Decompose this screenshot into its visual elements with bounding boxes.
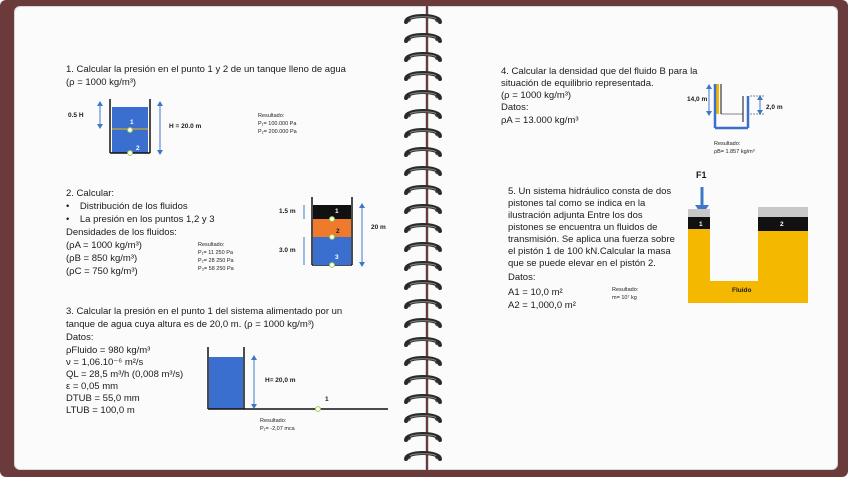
p5-statement-line1: 5. Un sistema hidráulico consta de dos: [508, 186, 672, 197]
p4-label-14m: 14,0 m: [687, 96, 708, 103]
p3-data-5: DTUB = 55,0 mm: [66, 393, 140, 404]
p3-point-1: 1: [325, 396, 329, 403]
p2-point-3: 3: [335, 254, 339, 261]
p1-height-label-left: 0.5 H: [68, 112, 84, 119]
p2-density-a: (ρA = 1000 kg/m³): [66, 240, 142, 251]
p1-result-2: P₂= 200.000 Pa: [258, 129, 297, 135]
p2-point-1: 1: [335, 208, 339, 215]
spiral-ring: [405, 54, 441, 61]
p2-result-3: P₃= 58 250 Pa: [198, 266, 234, 272]
spiral-ring: [405, 16, 441, 23]
p2-title: 2. Calcular:: [66, 188, 115, 199]
spiral-ring: [405, 73, 441, 80]
spiral-binding: [402, 10, 444, 470]
spiral-ring: [405, 339, 441, 346]
p2-layered-tank-diagram: [296, 195, 376, 275]
spiral-ring: [405, 320, 441, 327]
p3-result-title: Resultado:: [260, 418, 287, 424]
p4-result-title: Resultado:: [714, 141, 741, 147]
p2-bullet-1: • Distribución de los fluidos: [66, 201, 188, 212]
p3-data-6: LTUB = 100,0 m: [66, 405, 135, 416]
spiral-ring: [405, 263, 441, 270]
spiral-ring: [405, 244, 441, 251]
p5-piston-2: 2: [780, 221, 784, 228]
p1-statement-line1: 1. Calcular la presión en el punto 1 y 2 de un tanque lleno de agua: [66, 64, 346, 75]
p2-label-3-0m: 3.0 m: [279, 247, 296, 254]
p1-tank-diagram: [60, 95, 290, 170]
p4-statement-line1: 4. Calcular la densidad que del fluido B para la: [501, 66, 698, 77]
p5-statement-line5: transmisión. Se aplica una fuerza sobre: [508, 234, 675, 245]
p2-label-20m: 20 m: [371, 224, 386, 231]
p3-data-2: ν = 1,06.10⁻⁶ m²/s: [66, 357, 144, 368]
p2-result-2: P₂= 28 250 Pa: [198, 258, 234, 264]
p2-bullet-1-text: Distribución de los fluidos: [79, 201, 188, 212]
p3-data-3: QL = 28,5 m³/h (0,008 m³/s): [66, 369, 184, 380]
p5-data-1: A1 = 10,0 m²: [508, 287, 563, 298]
p4-statement-line2: situación de equilibrio representada.: [501, 78, 654, 89]
spiral-ring: [405, 187, 441, 194]
p1-result-1: P₁= 100.000 Pa: [258, 121, 297, 127]
p5-result-title: Resultado:: [612, 287, 639, 293]
spiral-ring: [405, 35, 441, 42]
p2-result-title: Resultado:: [198, 242, 225, 248]
p1-point-2: 2: [136, 145, 140, 152]
p2-bullet-2-text: La presión en los puntos 1,2 y 3: [79, 214, 215, 225]
p2-densities-label: Densidades de los fluidos:: [66, 227, 177, 238]
spiral-ring: [405, 396, 441, 403]
spiral-ring: [405, 282, 441, 289]
p5-statement-line2: pistones tal como se indica en la: [508, 198, 646, 209]
spiral-ring: [405, 149, 441, 156]
p4-statement-line3: (ρ = 1000 kg/m³): [501, 90, 572, 101]
p3-datos-label: Datos:: [66, 332, 94, 343]
spiral-ring: [405, 377, 441, 384]
p3-tank-pipe-diagram: [200, 345, 395, 420]
p3-result-1: P₁= -2,07 mca: [260, 426, 295, 432]
p2-result-1: P₁= 11 250 Pa: [198, 250, 233, 256]
p5-fluid-label: Fluido: [732, 287, 752, 294]
spiral-ring: [405, 92, 441, 99]
spiral-ring: [405, 130, 441, 137]
spiral-ring: [405, 301, 441, 308]
spiral-ring: [405, 111, 441, 118]
p1-statement-line2: (ρ = 1000 kg/m³): [66, 77, 137, 88]
p5-data-2: A2 = 1,000,0 m²: [508, 300, 576, 311]
p2-point-2: 2: [336, 228, 340, 235]
p4-data-1: ρA = 13.000 kg/m³: [501, 115, 579, 126]
p5-datos-label: Datos:: [508, 272, 536, 283]
p5-force-label: F1: [696, 170, 707, 180]
p2-bullet-2: • La presión en los puntos 1,2 y 3: [66, 214, 215, 225]
p5-statement-line4: pistones se encuentra un fluidos de: [508, 222, 658, 233]
spiral-ring: [405, 206, 441, 213]
p5-piston-1: 1: [699, 221, 703, 228]
p4-result-1: ρB= 1.857 kg/m³: [714, 149, 755, 155]
p1-result-title: Resultado:: [258, 113, 285, 119]
spiral-ring: [405, 453, 441, 460]
p4-label-2m: 2,0 m: [766, 104, 783, 111]
p2-label-1-5m: 1.5 m: [279, 208, 296, 215]
p3-data-1: ρFluido = 980 kg/m³: [66, 345, 151, 356]
p3-statement-line1: 3. Calcular la presión en el punto 1 del sistema alimentado por un: [66, 306, 343, 317]
spiral-ring: [405, 358, 441, 365]
spiral-ring: [405, 415, 441, 422]
p3-data-4: ε = 0,05 mm: [66, 381, 119, 392]
p5-result-1: m= 10⁷ kg: [612, 295, 637, 301]
spiral-ring: [405, 434, 441, 441]
p1-height-label-right: H = 20.0 m: [169, 123, 202, 130]
p5-statement-line3: ilustración adjunta Entre los dos: [508, 210, 643, 221]
p1-point-1: 1: [130, 119, 134, 126]
p4-datos-label: Datos:: [501, 102, 529, 113]
p2-density-b: (ρB = 850 kg/m³): [66, 253, 138, 264]
p3-height-label: H= 20,0 m: [265, 377, 296, 384]
p3-statement-line2: tanque de agua cuya altura es de 20,0 m. (ρ = 1000 kg/m³): [66, 319, 315, 330]
p5-statement-line7: que se puede elevar en el pistón 2.: [508, 258, 656, 269]
spiral-ring: [405, 225, 441, 232]
p5-statement-line6: el pistón 1 de 100 kN.Calcular la masa: [508, 246, 671, 257]
p2-density-c: (ρC = 750 kg/m³): [66, 266, 138, 277]
spiral-ring: [405, 168, 441, 175]
